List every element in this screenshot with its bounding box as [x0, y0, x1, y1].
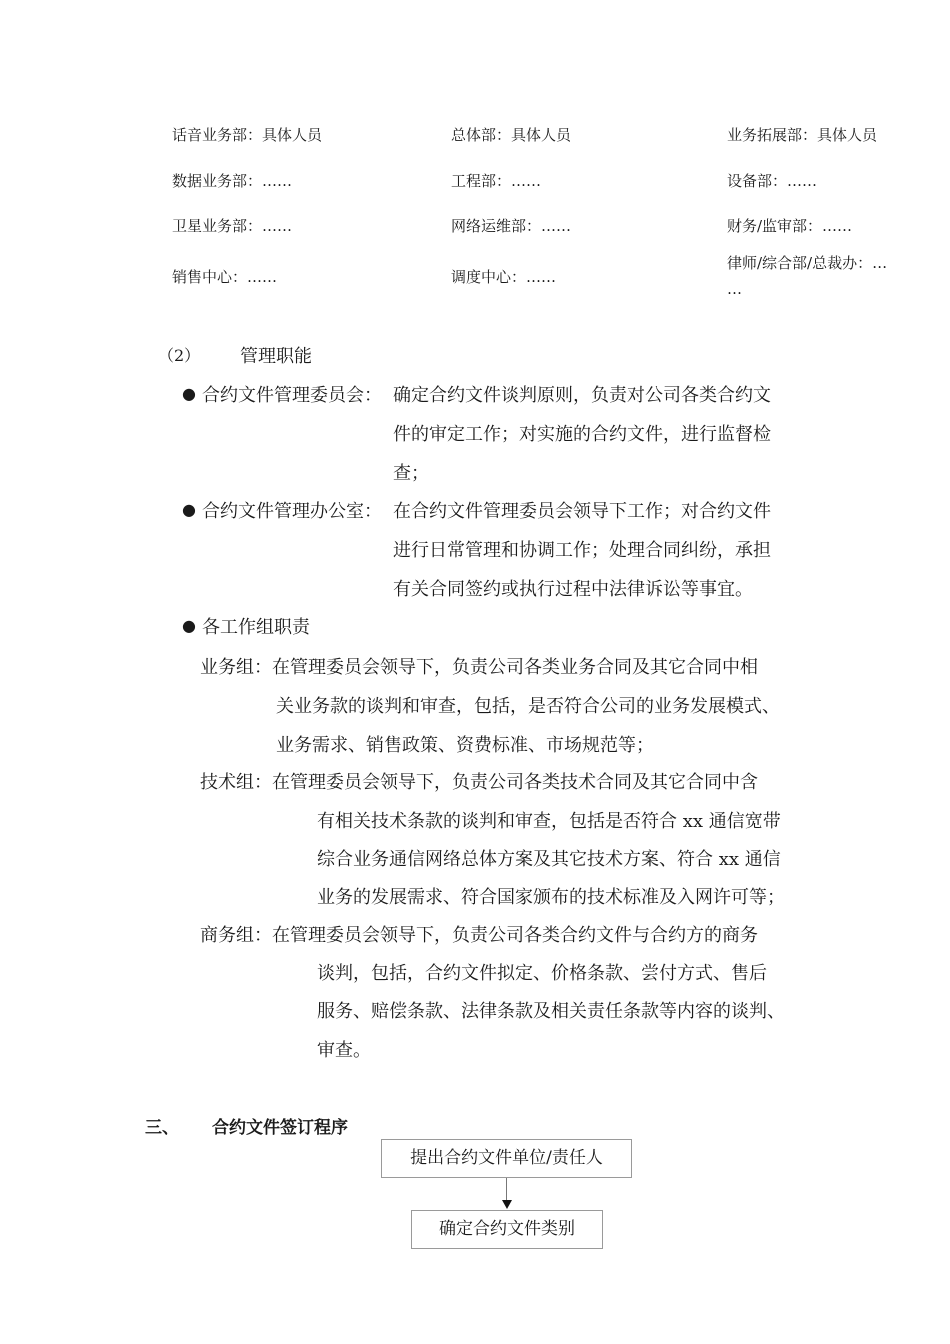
tech-group-line: 技术组：在管理委员会领导下，负责公司各类技术合同及其它合同中含 [200, 772, 758, 793]
dept-item: 调度中心：…… [451, 268, 557, 286]
section-title: 合约文件签订程序 [212, 1118, 348, 1138]
dept-item-continuation: … [727, 280, 742, 298]
flow-step-2: 确定合约文件类别 [411, 1210, 603, 1249]
dept-item: 总体部：具体人员 [451, 126, 572, 144]
dept-item: 业务拓展部：具体人员 [727, 126, 878, 144]
business-group-line: 业务需求、销售政策、资费标准、市场规范等； [276, 735, 654, 756]
commerce-group-line: 商务组：在管理委员会领导下，负责公司各类合约文件与合约方的商务 [200, 925, 758, 946]
dept-item: 财务/监审部：…… [727, 217, 853, 235]
flow-connector [506, 1178, 507, 1201]
tech-group-line: 业务的发展需求、符合国家颁布的技术标准及入网许可等； [317, 887, 785, 908]
bullet-icon: ● [182, 616, 196, 635]
section-number: 三、 [145, 1118, 179, 1138]
subsection-heading: 管理职能 [240, 346, 312, 367]
dept-item: 话音业务部：具体人员 [172, 126, 323, 144]
dept-item: 数据业务部：…… [172, 172, 293, 190]
groups-heading: 各工作组职责 [202, 617, 310, 638]
arrow-down-icon [502, 1200, 512, 1209]
bullet-icon: ● [182, 384, 196, 403]
commerce-group-line: 谈判，包括，合约文件拟定、价格条款、尝付方式、售后 [317, 963, 767, 984]
dept-item: 工程部：…… [451, 172, 542, 190]
bullet-icon: ● [182, 500, 196, 519]
dept-item: 律师/综合部/总裁办：… [727, 254, 888, 272]
business-group-line: 关业务款的谈判和审查，包括，是否符合公司的业务发展模式、 [276, 696, 780, 717]
office-desc-line: 进行日常管理和协调工作；处理合同纠纷，承担 [393, 540, 771, 561]
committee-label: 合约文件管理委员会： [202, 385, 382, 406]
office-label: 合约文件管理办公室： [202, 501, 382, 522]
dept-item: 网络运维部：…… [451, 217, 572, 235]
flow-step-1: 提出合约文件单位/责任人 [381, 1139, 632, 1178]
dept-item: 设备部：…… [727, 172, 818, 190]
commerce-group-line: 审查。 [317, 1040, 371, 1061]
business-group-line: 业务组：在管理委员会领导下，负责公司各类业务合同及其它合同中相 [200, 657, 758, 678]
subsection-number: （2） [158, 346, 201, 365]
dept-item: 销售中心：…… [172, 268, 278, 286]
office-desc-line: 在合约文件管理委员会领导下工作；对合约文件 [393, 501, 771, 522]
committee-desc-line: 查； [393, 463, 429, 484]
dept-item: 卫星业务部：…… [172, 217, 293, 235]
commerce-group-line: 服务、赔偿条款、法律条款及相关责任条款等内容的谈判、 [317, 1001, 785, 1022]
tech-group-line: 有相关技术条款的谈判和审查，包括是否符合 xx 通信宽带 [317, 811, 781, 832]
committee-desc-line: 件的审定工作；对实施的合约文件，进行监督检 [393, 424, 771, 445]
committee-desc-line: 确定合约文件谈判原则，负责对公司各类合约文 [393, 385, 771, 406]
office-desc-line: 有关合同签约或执行过程中法律诉讼等事宜。 [393, 579, 753, 600]
tech-group-line: 综合业务通信网络总体方案及其它技术方案、符合 xx 通信 [317, 849, 781, 870]
